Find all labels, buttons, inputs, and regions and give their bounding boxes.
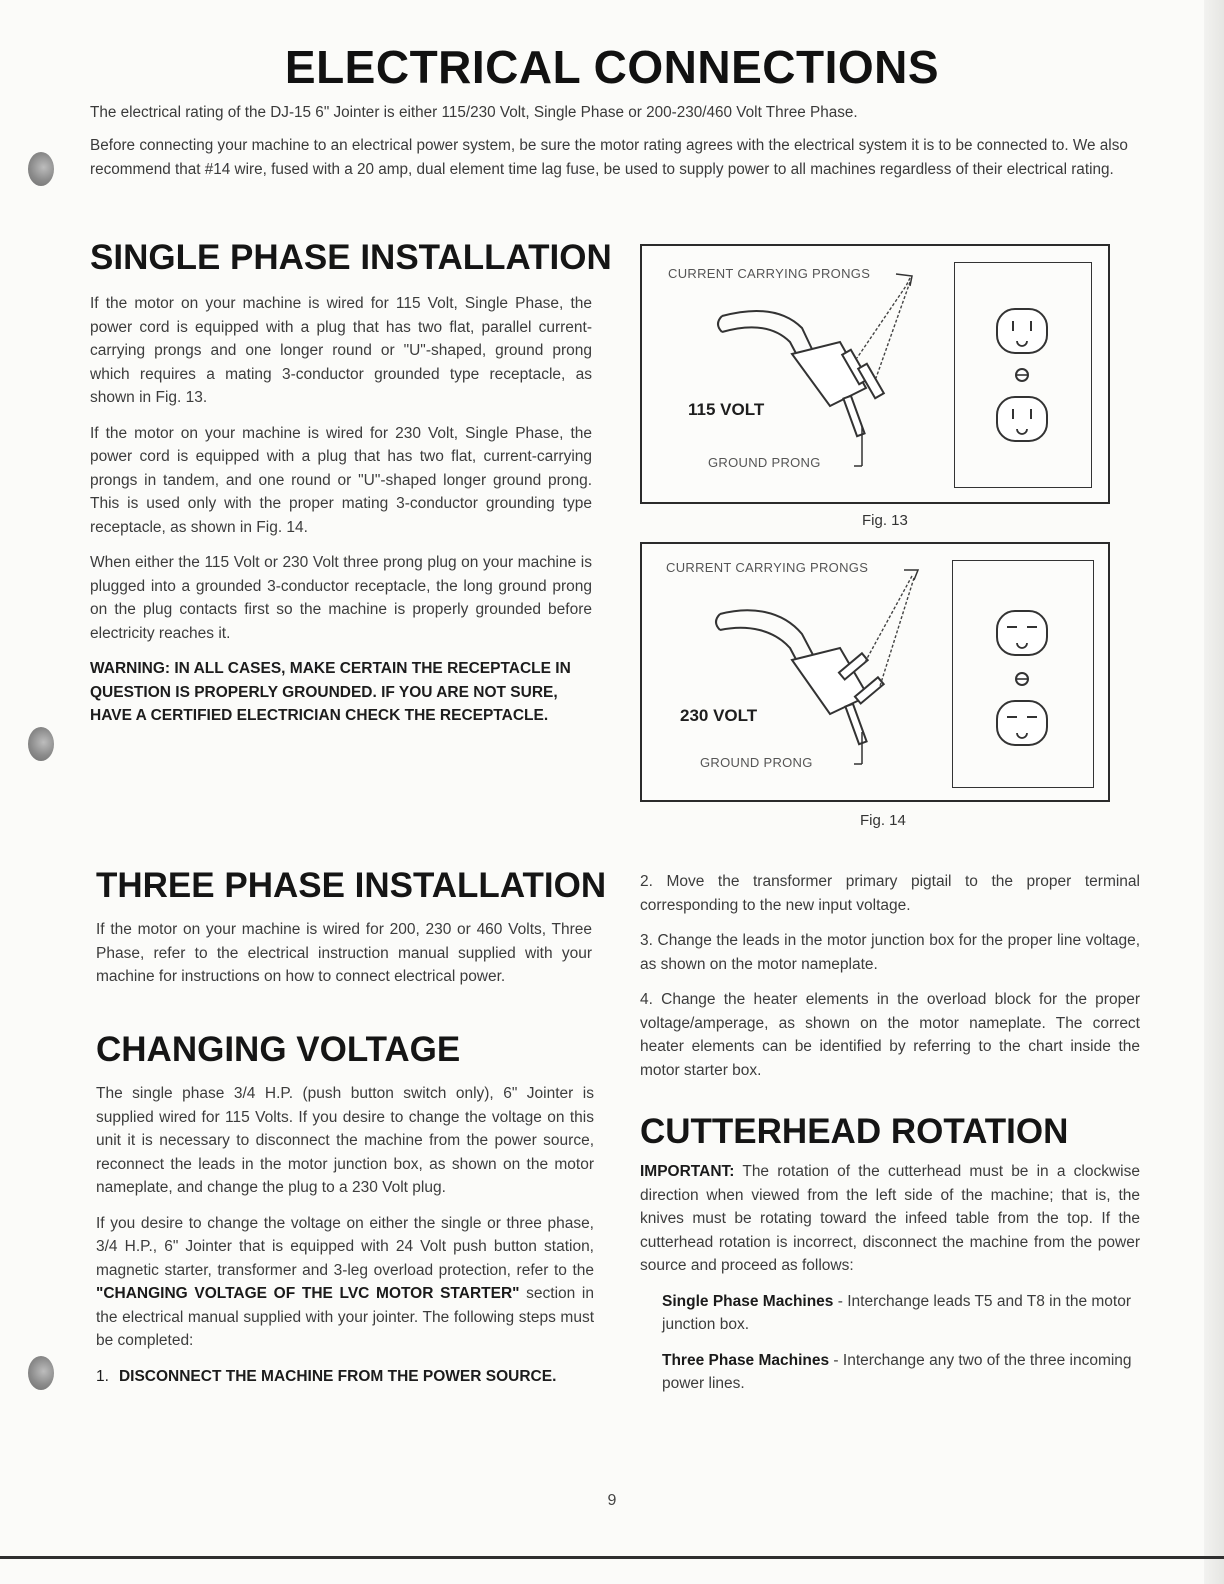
step-3: 3. Change the leads in the motor junction box for the proper line voltage, as shown on the motor nameplate.	[640, 932, 1140, 973]
outlet-115v-icon	[955, 263, 1091, 487]
fig13-volt-label: 115 VOLT	[688, 400, 765, 419]
single-phase-machines-label: Single Phase Machines	[662, 1292, 834, 1310]
page-title: ELECTRICAL CONNECTIONS	[284, 41, 940, 93]
cutterhead-column	[640, 1160, 1140, 1408]
step-1-number: 1.	[96, 1367, 109, 1385]
single-phase-machines-text: - Interchange leads T5 and T8 in the motor junction box.	[662, 1292, 1131, 1333]
single-phase-column	[90, 292, 592, 728]
changing-voltage-paragraph-1: The single phase 3/4 H.P. (push button switch only), 6" Jointer is supplied wired for 115 Volts. If you desire to change the voltage on this unit it is necessary to disconnect the machine from the power source, reconnect the leads in the motor junction box, as shown on the motor nameplate, and change the plug to a 230 Volt plug.	[96, 1085, 594, 1196]
warning-text: WARNING: IN ALL CASES, MAKE CERTAIN THE RECEPTACLE IN QUESTION IS PROPERLY GROUNDED. IF YOU ARE NOT SURE, HAVE A CERTIFIED ELECTRICIAN CHECK THE RECEPTACLE.	[90, 660, 571, 724]
single-phase-heading: SINGLE PHASE INSTALLATION	[90, 238, 612, 277]
step-1	[96, 1365, 594, 1389]
page-number: 9	[607, 1492, 617, 1509]
single-phase-paragraph-2: If the motor on your machine is wired for 230 Volt, Single Phase, the power cord is equipped with a plug that has two flat, current-carrying prongs in tandem, and one round or "U"-shaped longer ground prong. This is used only with the proper mating 3-conductor grounding type receptacle, as shown in Fig. 14.	[90, 424, 592, 536]
page-edge	[1204, 0, 1224, 1584]
steps-column	[640, 870, 1140, 1094]
fig13-outlet-plate	[954, 262, 1092, 488]
three-phase-machines-text: - Interchange any two of the three incoming power lines.	[662, 1351, 1132, 1392]
three-phase-column	[96, 918, 592, 1001]
figure-13	[640, 244, 1110, 504]
three-phase-machines-item	[662, 1349, 1140, 1396]
fig14-current-prongs-label: CURRENT CARRYING PRONGS	[666, 560, 869, 575]
intro-paragraph-1: The electrical rating of the DJ-15 6" Jointer is either 115/230 Volt, Single Phase or 200-230/460 Volt Three Phase.	[90, 104, 858, 121]
single-phase-paragraph-3: When either the 115 Volt or 230 Volt three prong plug on your machine is plugged into a grounded 3-conductor receptacle, the long ground prong on the plug contacts first so the machine is properly grounded before electricity reaches it.	[90, 554, 592, 642]
fig14-outlet-plate	[952, 560, 1094, 788]
outlet-230v-icon	[953, 561, 1093, 787]
intro-paragraph-2: Before connecting your machine to an electrical power system, be sure the motor rating agrees with the electrical system it is to be connected to. We also recommend that #14 wire, fused with a 20 amp, dual element time lag fuse, be used to supply power to all machines regardless of their electrical rating.	[90, 137, 1128, 178]
three-phase-paragraph: If the motor on your machine is wired for 200, 230 or 460 Volts, Three Phase, refer to the electrical instruction manual supplied with your machine for instructions on how to connect electrical power.	[96, 921, 592, 985]
fig13-caption: Fig. 13	[862, 512, 908, 529]
p2-reference: "CHANGING VOLTAGE OF THE LVC MOTOR STARTER"	[96, 1285, 520, 1302]
fig14-caption: Fig. 14	[860, 812, 906, 829]
three-phase-heading: THREE PHASE INSTALLATION	[96, 866, 607, 905]
cutterhead-important	[640, 1160, 1140, 1278]
binder-hole-middle	[28, 727, 54, 761]
important-label: IMPORTANT:	[640, 1163, 735, 1180]
single-phase-paragraph-1: If the motor on your machine is wired for 115 Volt, Single Phase, the power cord is equipped with a plug that has two flat, parallel current-carrying prongs and one longer round or "U"-shaped, ground prong which requires a mating 3-conductor grounded type receptacle, as shown in Fig. 13.	[90, 295, 592, 406]
changing-voltage-paragraph-2	[96, 1212, 594, 1353]
p2-text-a: If you desire to change the voltage on either the single or three phase, 3/4 H.P., 6" Jointer that is equipped with 24 Volt push button station, magnetic starter, transformer and 3-leg overload protection, refer to the	[96, 1214, 594, 1279]
cutterhead-heading: CUTTERHEAD ROTATION	[640, 1112, 1069, 1151]
figure-14	[640, 542, 1110, 802]
step-2: 2. Move the transformer primary pigtail to the proper terminal corresponding to the new input voltage.	[640, 873, 1140, 914]
step-4: 4. Change the heater elements in the overload block for the proper voltage/amperage, as shown on the motor nameplate. The correct heater elements can be identified by referring to the chart inside the motor starter box.	[640, 991, 1140, 1079]
binder-hole-top	[28, 152, 54, 186]
fig14-volt-label: 230 VOLT	[680, 706, 758, 725]
step-1-text: DISCONNECT THE MACHINE FROM THE POWER SOURCE.	[118, 1367, 557, 1385]
three-phase-machines-label: Three Phase Machines	[662, 1351, 830, 1369]
fig14-ground-prong-label: GROUND PRONG	[700, 755, 813, 770]
single-phase-machines-item	[662, 1290, 1140, 1337]
changing-voltage-heading: CHANGING VOLTAGE	[96, 1030, 461, 1069]
fig13-ground-prong-label: GROUND PRONG	[708, 455, 821, 470]
changing-voltage-column	[96, 1082, 594, 1388]
bottom-rule	[0, 1556, 1224, 1559]
fig13-current-prongs-label: CURRENT CARRYING PRONGS	[668, 266, 871, 281]
binder-hole-bottom	[28, 1356, 54, 1390]
important-text: The rotation of the cutterhead must be in a clockwise direction when viewed from the left side of the machine; that is, the knives must be rotating toward the infeed table from the top. If the cutterhead rotation is incorrect, disconnect the machine from the power source and proceed as follows:	[640, 1163, 1140, 1274]
p2-text-c: section in the electrical manual supplied with your jointer. The following steps must be completed:	[96, 1285, 594, 1349]
